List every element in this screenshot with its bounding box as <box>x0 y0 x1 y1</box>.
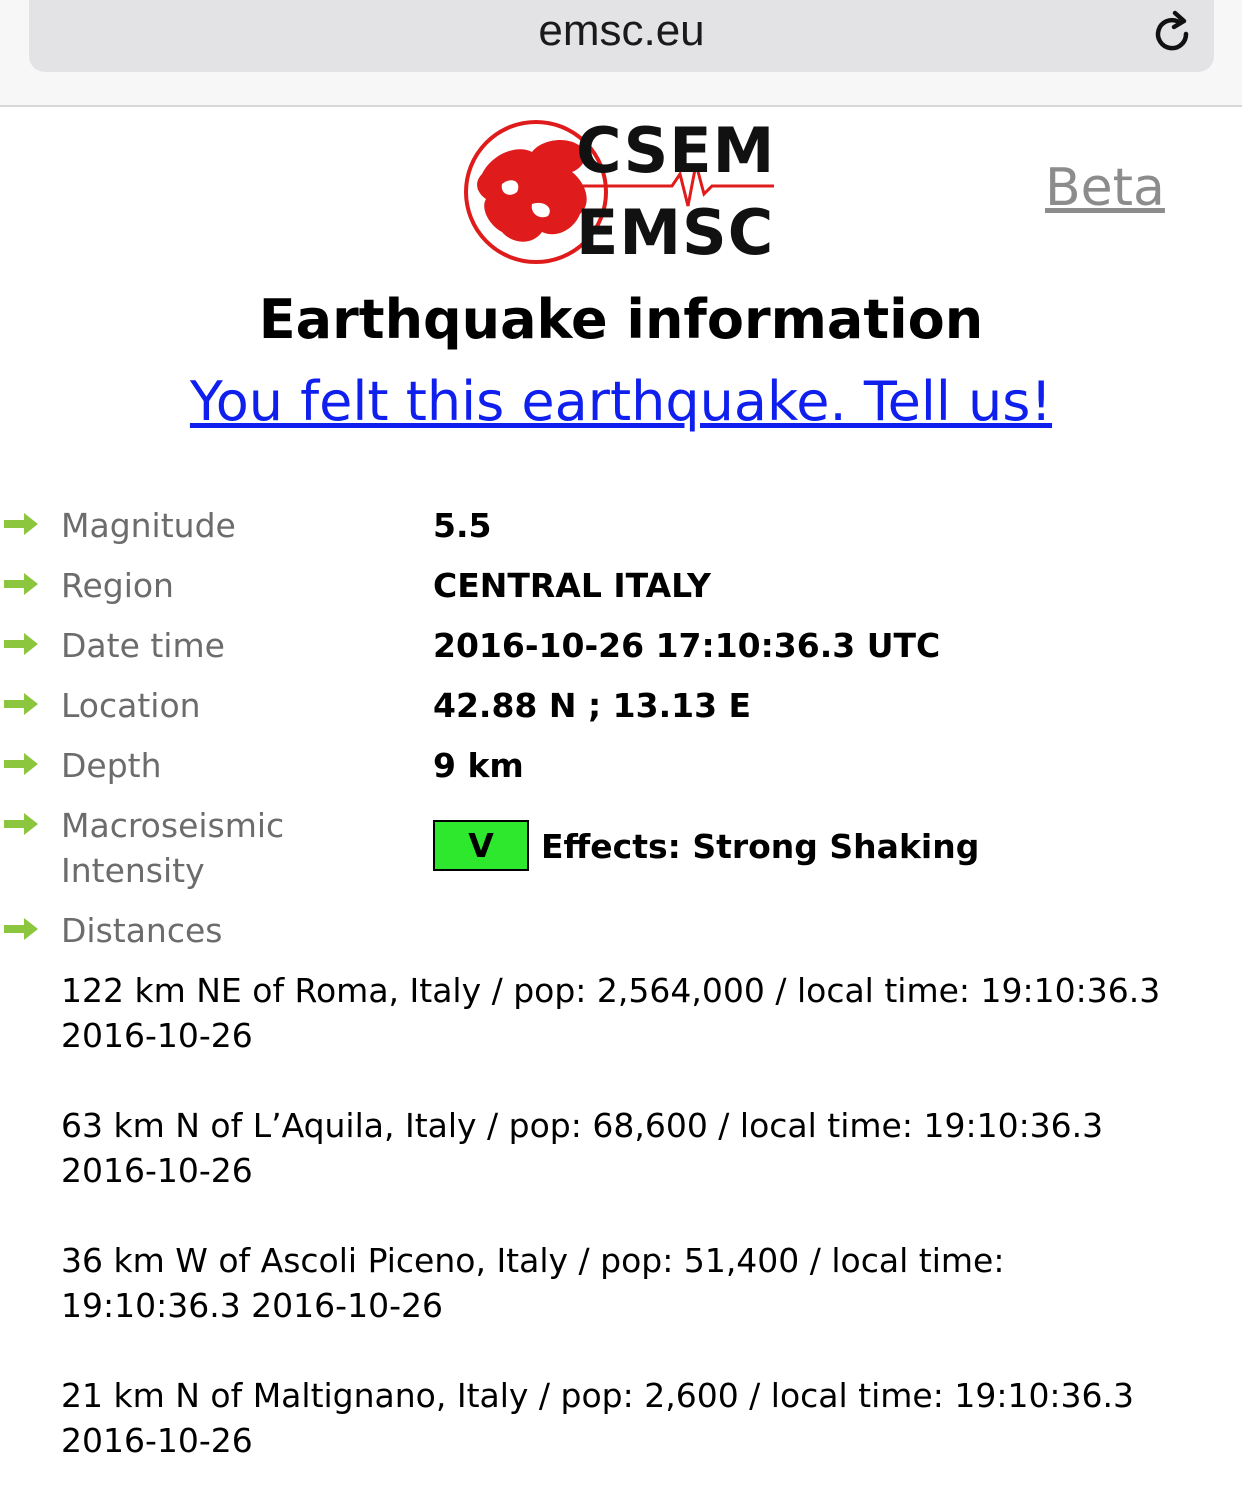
distance-line: 2016-10-26 <box>61 1421 253 1460</box>
distance-line: 19:10:36.3 2016-10-26 <box>61 1286 443 1325</box>
location-label: Location <box>61 686 201 725</box>
intensity-effects: Effects: Strong Shaking <box>541 827 980 866</box>
magnitude-value: 5.5 <box>433 506 492 545</box>
distance-line: 2016-10-26 <box>61 1151 253 1190</box>
intensity-level-badge: V <box>433 820 529 871</box>
logo-text-emsc: EMSC <box>576 196 775 269</box>
intensity-label-line2: Intensity <box>61 851 205 890</box>
reload-icon[interactable] <box>1148 10 1196 58</box>
magnitude-label: Magnitude <box>61 506 236 545</box>
distance-item <box>61 1238 1221 1328</box>
location-value: 42.88 N ; 13.13 E <box>433 686 752 725</box>
depth-value: 9 km <box>433 746 524 785</box>
logo-text-csem: CSEM <box>576 114 776 187</box>
distance-line: 36 km W of Ascoli Piceno, Italy / pop: 51,400 / local time: <box>61 1241 1005 1280</box>
green-arrow-icon <box>4 918 38 940</box>
intensity-label-line1: Macroseismic <box>61 806 285 845</box>
green-arrow-icon <box>4 513 38 535</box>
distances-label: Distances <box>61 911 223 950</box>
region-label: Region <box>61 566 174 605</box>
distance-line: 122 km NE of Roma, Italy / pop: 2,564,000 / local time: 19:10:36.3 <box>61 971 1161 1010</box>
felt-report-container <box>0 370 1242 433</box>
distance-item <box>61 968 1221 1058</box>
distance-line: 2016-10-26 <box>61 1016 253 1055</box>
url-text[interactable]: emsc.eu <box>538 6 705 55</box>
depth-label: Depth <box>61 746 162 785</box>
page-title: Earthquake information <box>258 288 984 351</box>
green-arrow-icon <box>4 633 38 655</box>
green-arrow-icon <box>4 813 38 835</box>
distance-line: 21 km N of Maltignano, Italy / pop: 2,600 / local time: 19:10:36.3 <box>61 1376 1135 1415</box>
distance-line: 63 km N of L’Aquila, Italy / pop: 68,600 / local time: 19:10:36.3 <box>61 1106 1104 1145</box>
green-arrow-icon <box>4 573 38 595</box>
datetime-value: 2016-10-26 17:10:36.3 UTC <box>433 626 941 665</box>
browser-toolbar <box>0 0 1242 107</box>
felt-report-link[interactable]: You felt this earthquake. Tell us! <box>189 370 1053 433</box>
distance-item <box>61 1373 1221 1463</box>
beta-link[interactable]: Beta <box>1045 158 1165 218</box>
region-value: CENTRAL ITALY <box>433 566 711 605</box>
emsc-logo[interactable] <box>462 114 782 268</box>
datetime-label: Date time <box>61 626 225 665</box>
address-bar[interactable] <box>29 0 1214 72</box>
distance-item <box>61 1103 1221 1193</box>
green-arrow-icon <box>4 753 38 775</box>
green-arrow-icon <box>4 693 38 715</box>
